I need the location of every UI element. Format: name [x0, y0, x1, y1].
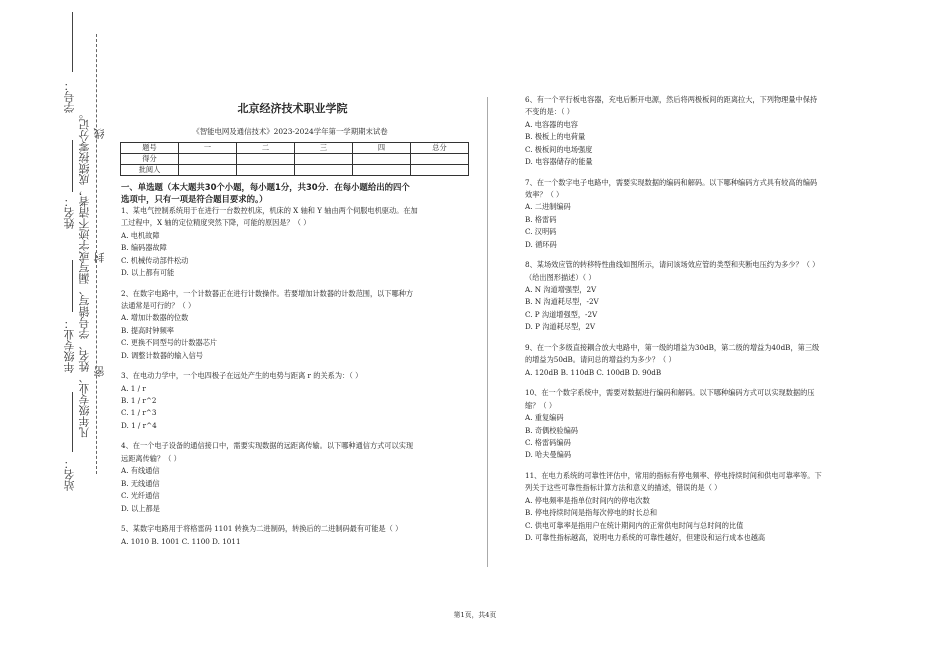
score-row-label: 得分 [121, 154, 179, 165]
question-option[interactable]: A. N 沟道增强型，2V [525, 285, 597, 295]
question-option[interactable]: D. 循环码 [525, 239, 557, 249]
score-header-cell: 一 [179, 143, 237, 154]
question-stem-line: 缩？（ ） [525, 400, 557, 410]
page-footer: 第1页，共4页 [453, 611, 497, 619]
question-option[interactable]: B. N 沟道耗尽型，-2V [525, 297, 599, 307]
question-stem-line: 4、在一个电子设备的通信接口中，需要实现数据的远距离传输。以下哪种通信方式可以实现 [121, 441, 414, 451]
score-header-cell: 题号 [121, 143, 179, 154]
question-stem-line: 效率？（ ） [525, 190, 564, 200]
question-stem-line: 6、有一个平行板电容器，充电后断开电源，然后将两极板间的距离拉大，下列物理量中保持 [525, 95, 818, 104]
grader-cell [237, 165, 295, 176]
question-stem-line: 7、在一个数字电子电路中，需要实现数据的编码和解码。以下哪种编码方式具有较高的编码 [525, 177, 818, 187]
binding-warning-text: 凡年级专业、姓名、学号错写、漏写或字迹不清者，成绩按零分记。 [78, 108, 91, 438]
question-option[interactable]: D. P 沟道耗尽型，2V [525, 322, 596, 332]
question-option[interactable]: A. 停电频率是指单位时间内的停电次数 [525, 495, 650, 505]
question-item [525, 379, 870, 462]
score-table-score-row [121, 154, 469, 165]
binding-mark-seal: 密 [93, 366, 106, 377]
score-header-cell: 四 [353, 143, 411, 154]
question-stem-line: （给出图形描述）（ ） [525, 272, 596, 282]
question-option[interactable]: A. 二进制编码 [525, 202, 571, 212]
question-stem-line: 远距离传输？（ ） [121, 453, 181, 463]
binding-station-label: 站名： [63, 458, 76, 491]
question-stem-line: 10、在一个数字系统中，需要对数据进行编码和解码。以下哪种编码方式可以实现数据的压 [525, 388, 815, 398]
question-gap [121, 279, 466, 287]
question-stem-line: 的增益为50dB。请问总的增益约为多少？（ ） [525, 355, 676, 365]
question-option[interactable]: B. 极板上的电荷量 [525, 132, 586, 142]
question-gap [121, 432, 466, 440]
binding-major-label: 年级专业： [63, 318, 76, 373]
score-header-cell: 二 [237, 143, 295, 154]
question-stem-line: 3、在电动力学中，一个电四极子在远处产生的电势与距离 r 的关系为：（ ） [121, 371, 363, 381]
grader-cell [411, 165, 469, 176]
question-option[interactable]: A. 有线通信 [121, 466, 160, 476]
question-gap [121, 515, 466, 523]
column-divider [487, 97, 488, 567]
question-item [525, 94, 870, 168]
question-option[interactable]: B. 停电持续时间是指每次停电的时长总和 [525, 508, 658, 518]
question-item [121, 279, 466, 362]
question-gap [525, 462, 870, 470]
question-gap [525, 168, 870, 176]
question-item [525, 462, 870, 545]
question-option[interactable]: C. 1 / r^3 [121, 408, 157, 418]
question-stem-line: 列关于这些可靠性指标计算方法和意义的描述，错误的是（ ） [525, 483, 722, 493]
binding-id-underline [72, 12, 73, 72]
question-gap [525, 334, 870, 342]
question-option[interactable]: B. 1 / r^2 [121, 396, 157, 406]
question-option[interactable]: C. 格雷码编码 [525, 437, 571, 447]
score-cell [353, 154, 411, 165]
grader-cell [295, 165, 353, 176]
question-option[interactable]: C. 供电可靠率是指用户在统计期间内的正常供电时间与总时间的比值 [525, 520, 744, 530]
binding-name-underline [72, 140, 73, 192]
question-option[interactable]: A. 120dB B. 110dB C. 100dB D. 90dB [525, 367, 662, 377]
question-option[interactable]: B. 提高时钟频率 [121, 325, 174, 335]
left-question-list [121, 205, 466, 548]
question-item [121, 432, 466, 515]
question-option[interactable]: A. 电机故障 [121, 230, 160, 240]
question-option[interactable]: C. P 沟道增强型，-2V [525, 309, 598, 319]
question-stem-line: 11、在电力系统的可靠性评估中，常用的指标有停电频率、停电持续时间和供电可靠率等。下 [525, 470, 822, 480]
question-item [525, 251, 870, 334]
right-column [525, 94, 870, 544]
question-stem-line: 2、在数字电路中，一个计数器正在进行计数操作。若要增加计数器的计数范围，以下哪种方 [121, 288, 414, 298]
question-option[interactable]: A. 1 / r [121, 383, 146, 393]
question-option[interactable]: D. 以上都有可能 [121, 268, 175, 278]
school-title: 北京经济技术职业学院 [237, 102, 348, 115]
score-header-cell: 三 [295, 143, 353, 154]
grader-row-label: 批阅人 [121, 165, 179, 176]
section-heading-line2: 选项中，只有一项是符合题目要求的。） [121, 194, 268, 204]
score-table-header-row [121, 143, 469, 154]
question-option[interactable]: A. 1010 B. 1001 C. 1100 D. 1011 [121, 536, 241, 546]
question-option[interactable]: D. 电容器储存的能量 [525, 157, 593, 167]
grader-cell [353, 165, 411, 176]
question-option[interactable]: C. 机械传动部件松动 [121, 255, 189, 265]
score-cell [295, 154, 353, 165]
question-option[interactable]: B. 奇偶校验编码 [525, 425, 578, 435]
question-option[interactable]: B. 无线通信 [121, 478, 160, 488]
exam-title: 《智能电网及通信技术》2023-2024学年第一学期期末试卷 [192, 127, 388, 136]
question-stem-line: 9、在一个多级直接耦合放大电路中，第一级的增益为30dB，第二级的增益为40dB，第三级 [525, 342, 820, 352]
binding-mark-line: 线 [93, 128, 106, 139]
score-header-cell: 总分 [411, 143, 469, 154]
question-option[interactable]: A. 增加计数器的位数 [121, 313, 189, 323]
score-table [120, 142, 469, 176]
question-option[interactable]: A. 重复编码 [525, 413, 564, 423]
question-item [525, 168, 870, 251]
right-question-list [525, 94, 870, 544]
question-stem-line: 5、某数字电路用于将格雷码 1101 转换为二进制码，转换后的二进制码最有可能是（ ） [121, 524, 403, 534]
question-item [121, 362, 466, 432]
binding-name-label: 姓名： [63, 196, 76, 229]
question-option[interactable]: C. 更换不同型号的计数器芯片 [121, 338, 218, 348]
question-option[interactable]: C. 光纤通信 [121, 491, 160, 501]
question-stem-line: 1、某电气控制系统用于在进行一台数控机床，机床的 X 轴和 Y 轴由两个伺服电机驱动。在加 [121, 206, 418, 215]
grader-cell [179, 165, 237, 176]
question-option[interactable]: C. 汉明码 [525, 227, 557, 237]
question-item [525, 334, 870, 379]
question-option[interactable]: B. 编码器故障 [121, 243, 167, 253]
binding-student-id-label: 学号： [63, 80, 76, 113]
binding-mark-seal2: 封 [93, 252, 106, 263]
score-cell [411, 154, 469, 165]
question-option[interactable]: D. 以上都是 [121, 503, 160, 513]
question-option[interactable]: D. 哈夫曼编码 [525, 450, 572, 460]
question-gap [525, 251, 870, 259]
question-option[interactable]: D. 调整计数器的输入信号 [121, 350, 203, 360]
score-table-grader-row [121, 165, 469, 176]
question-gap [525, 379, 870, 387]
question-stem-line: 不变的是：（ ） [525, 107, 574, 117]
binding-station-underline [72, 392, 73, 452]
question-option[interactable]: A. 电容器的电容 [525, 119, 578, 129]
score-cell [179, 154, 237, 165]
left-column [121, 181, 466, 548]
score-cell [237, 154, 295, 165]
binding-major-underline [72, 260, 73, 312]
question-stem-line: 8、某场效应管的转移特性曲线如图所示，请问该场效应管的类型和夹断电压约为多少？（ ） [525, 260, 820, 270]
question-item [121, 515, 466, 548]
binding-dash-line [96, 34, 97, 474]
section-heading-line1: 一、单选题（本大题共30个小题，每小题1分，共30分．在每小题给出的四个 [121, 182, 410, 192]
question-option[interactable]: B. 格雷码 [525, 214, 557, 224]
question-item [121, 205, 466, 279]
question-option[interactable]: D. 可靠性指标越高，说明电力系统的可靠性越好，但建设和运行成本也越高 [525, 532, 766, 542]
question-option[interactable]: C. 极板间的电场强度 [525, 144, 593, 154]
question-gap [121, 362, 466, 370]
question-option[interactable]: D. 1 / r^4 [121, 420, 157, 430]
question-stem-line: 工过程中，X 轴的定位精度突然下降，可能的原因是？（ ） [121, 218, 311, 228]
question-stem-line: 法通常是可行的？（ ） [121, 301, 196, 311]
